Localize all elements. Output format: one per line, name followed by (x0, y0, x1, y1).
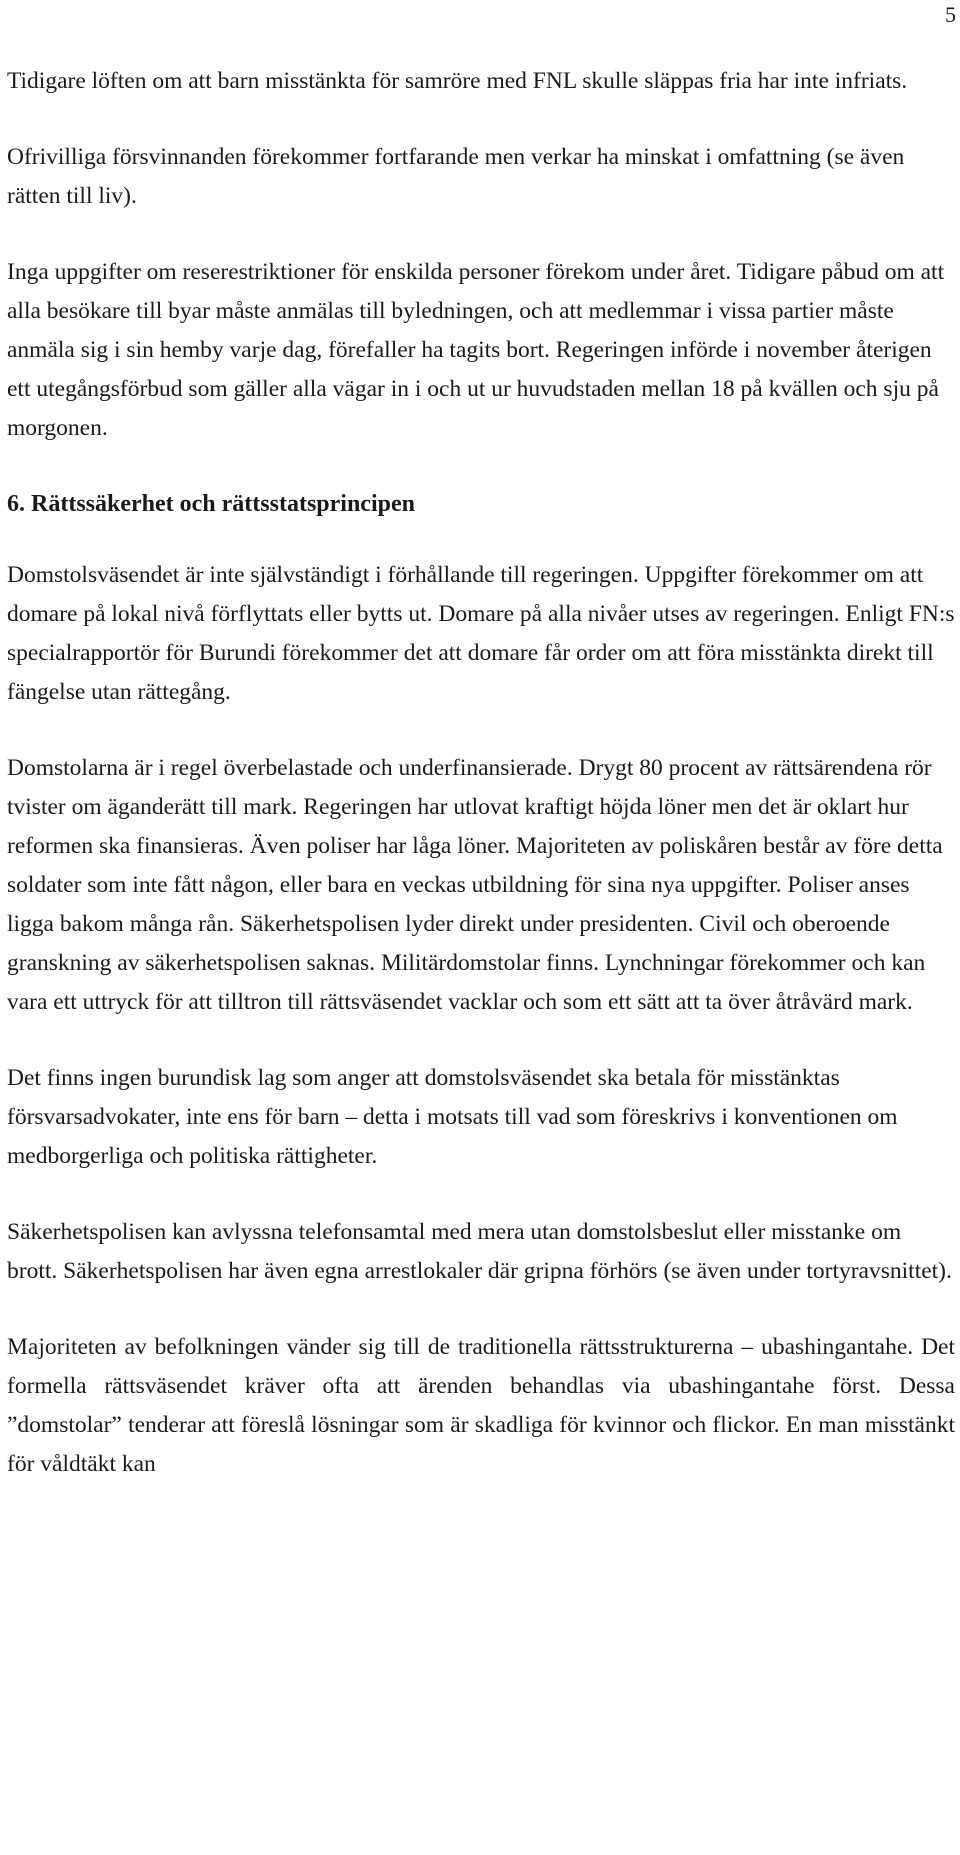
paragraph-courts-police: Domstolarna är i regel överbelastade och underfinansierade. Drygt 80 procent av rättsärendena rör tvister om äganderätt till mark. Regeringen har utlovat kraftigt höjda löner men det är oklart hur reformen ska finansieras. Även poliser har låga löner. Majoriteten av poliskåren består av före detta soldater som inte fått någon, eller bara en veckas utbildning för sina nya uppgifter. Poliser anses ligga bakom många rån. Säkerhetspolisen lyder direkt under presidenten. Civil och oberoende granskning av säkerhetspolisen saknas. Militärdomstolar finns. Lynchningar förekommer och kan vara ett uttryck för att tilltron till rättsväsendet vacklar och som ett sätt att ta över åtråvärd mark. (7, 755, 943, 1015)
paragraph-disappearances: Ofrivilliga försvinnanden förekommer fortfarande men verkar ha minskat i omfattning (se även rätten till liv). (7, 144, 905, 209)
paragraph-traditional-justice: Majoriteten av befolkningen vänder sig till de traditionella rättsstrukturerna – ubashingantahe. Det formella rättsväsendet kräver ofta att ärenden behandlas via ubashingantahe först. Dessa ”domstolar” tenderar att föreslå lösningar som är skadliga för kvinnor och flickor. En man misstänkt för våldtäkt kan (7, 1334, 955, 1477)
page-number: 5 (945, 2, 956, 27)
paragraph-defense-lawyers: Det finns ingen burundisk lag som anger att domstolsväsendet ska betala för misstänktas försvarsadvokater, inte ens för barn – detta i motsats till vad som föreskrivs i konventionen om medborgerliga och politiska rättigheter. (7, 1065, 898, 1169)
paragraph-children-fnl: Tidigare löften om att barn misstänkta för samröre med FNL skulle släppas fria har inte infriats. (7, 68, 908, 94)
paragraph-travel-restrictions: Inga uppgifter om reserestriktioner för enskilda personer förekom under året. Tidigare påbud om att alla besökare till byar måste anmälas till byledningen, och att medlemmar i vissa partier måste anmäla sig i sin hemby varje dag, förefaller ha tagits bort. Regeringen införde i november återigen ett utegångsförbud som gäller alla vägar in i och ut ur huvudstaden mellan 18 på kvällen och sju på morgonen. (7, 259, 945, 441)
document-body (7, 62, 955, 1521)
section-heading: 6. Rättssäkerhet och rättsstatsprincipen (7, 491, 415, 517)
paragraph-judiciary: Domstolsväsendet är inte självständigt i förhållande till regeringen. Uppgifter förekommer om att domare på lokal nivå förflyttats eller bytts ut. Domare på alla nivåer utses av regeringen. Enligt FN:s specialrapportör för Burundi förekommer det att domare får order om att föra misstänkta direkt till fängelse utan rättegång. (7, 562, 955, 705)
paragraph-security-police: Säkerhetspolisen kan avlyssna telefonsamtal med mera utan domstolsbeslut eller misstanke om brott. Säkerhetspolisen har även egna arrestlokaler där gripna förhörs (se även under tortyravsnittet). (7, 1219, 952, 1284)
